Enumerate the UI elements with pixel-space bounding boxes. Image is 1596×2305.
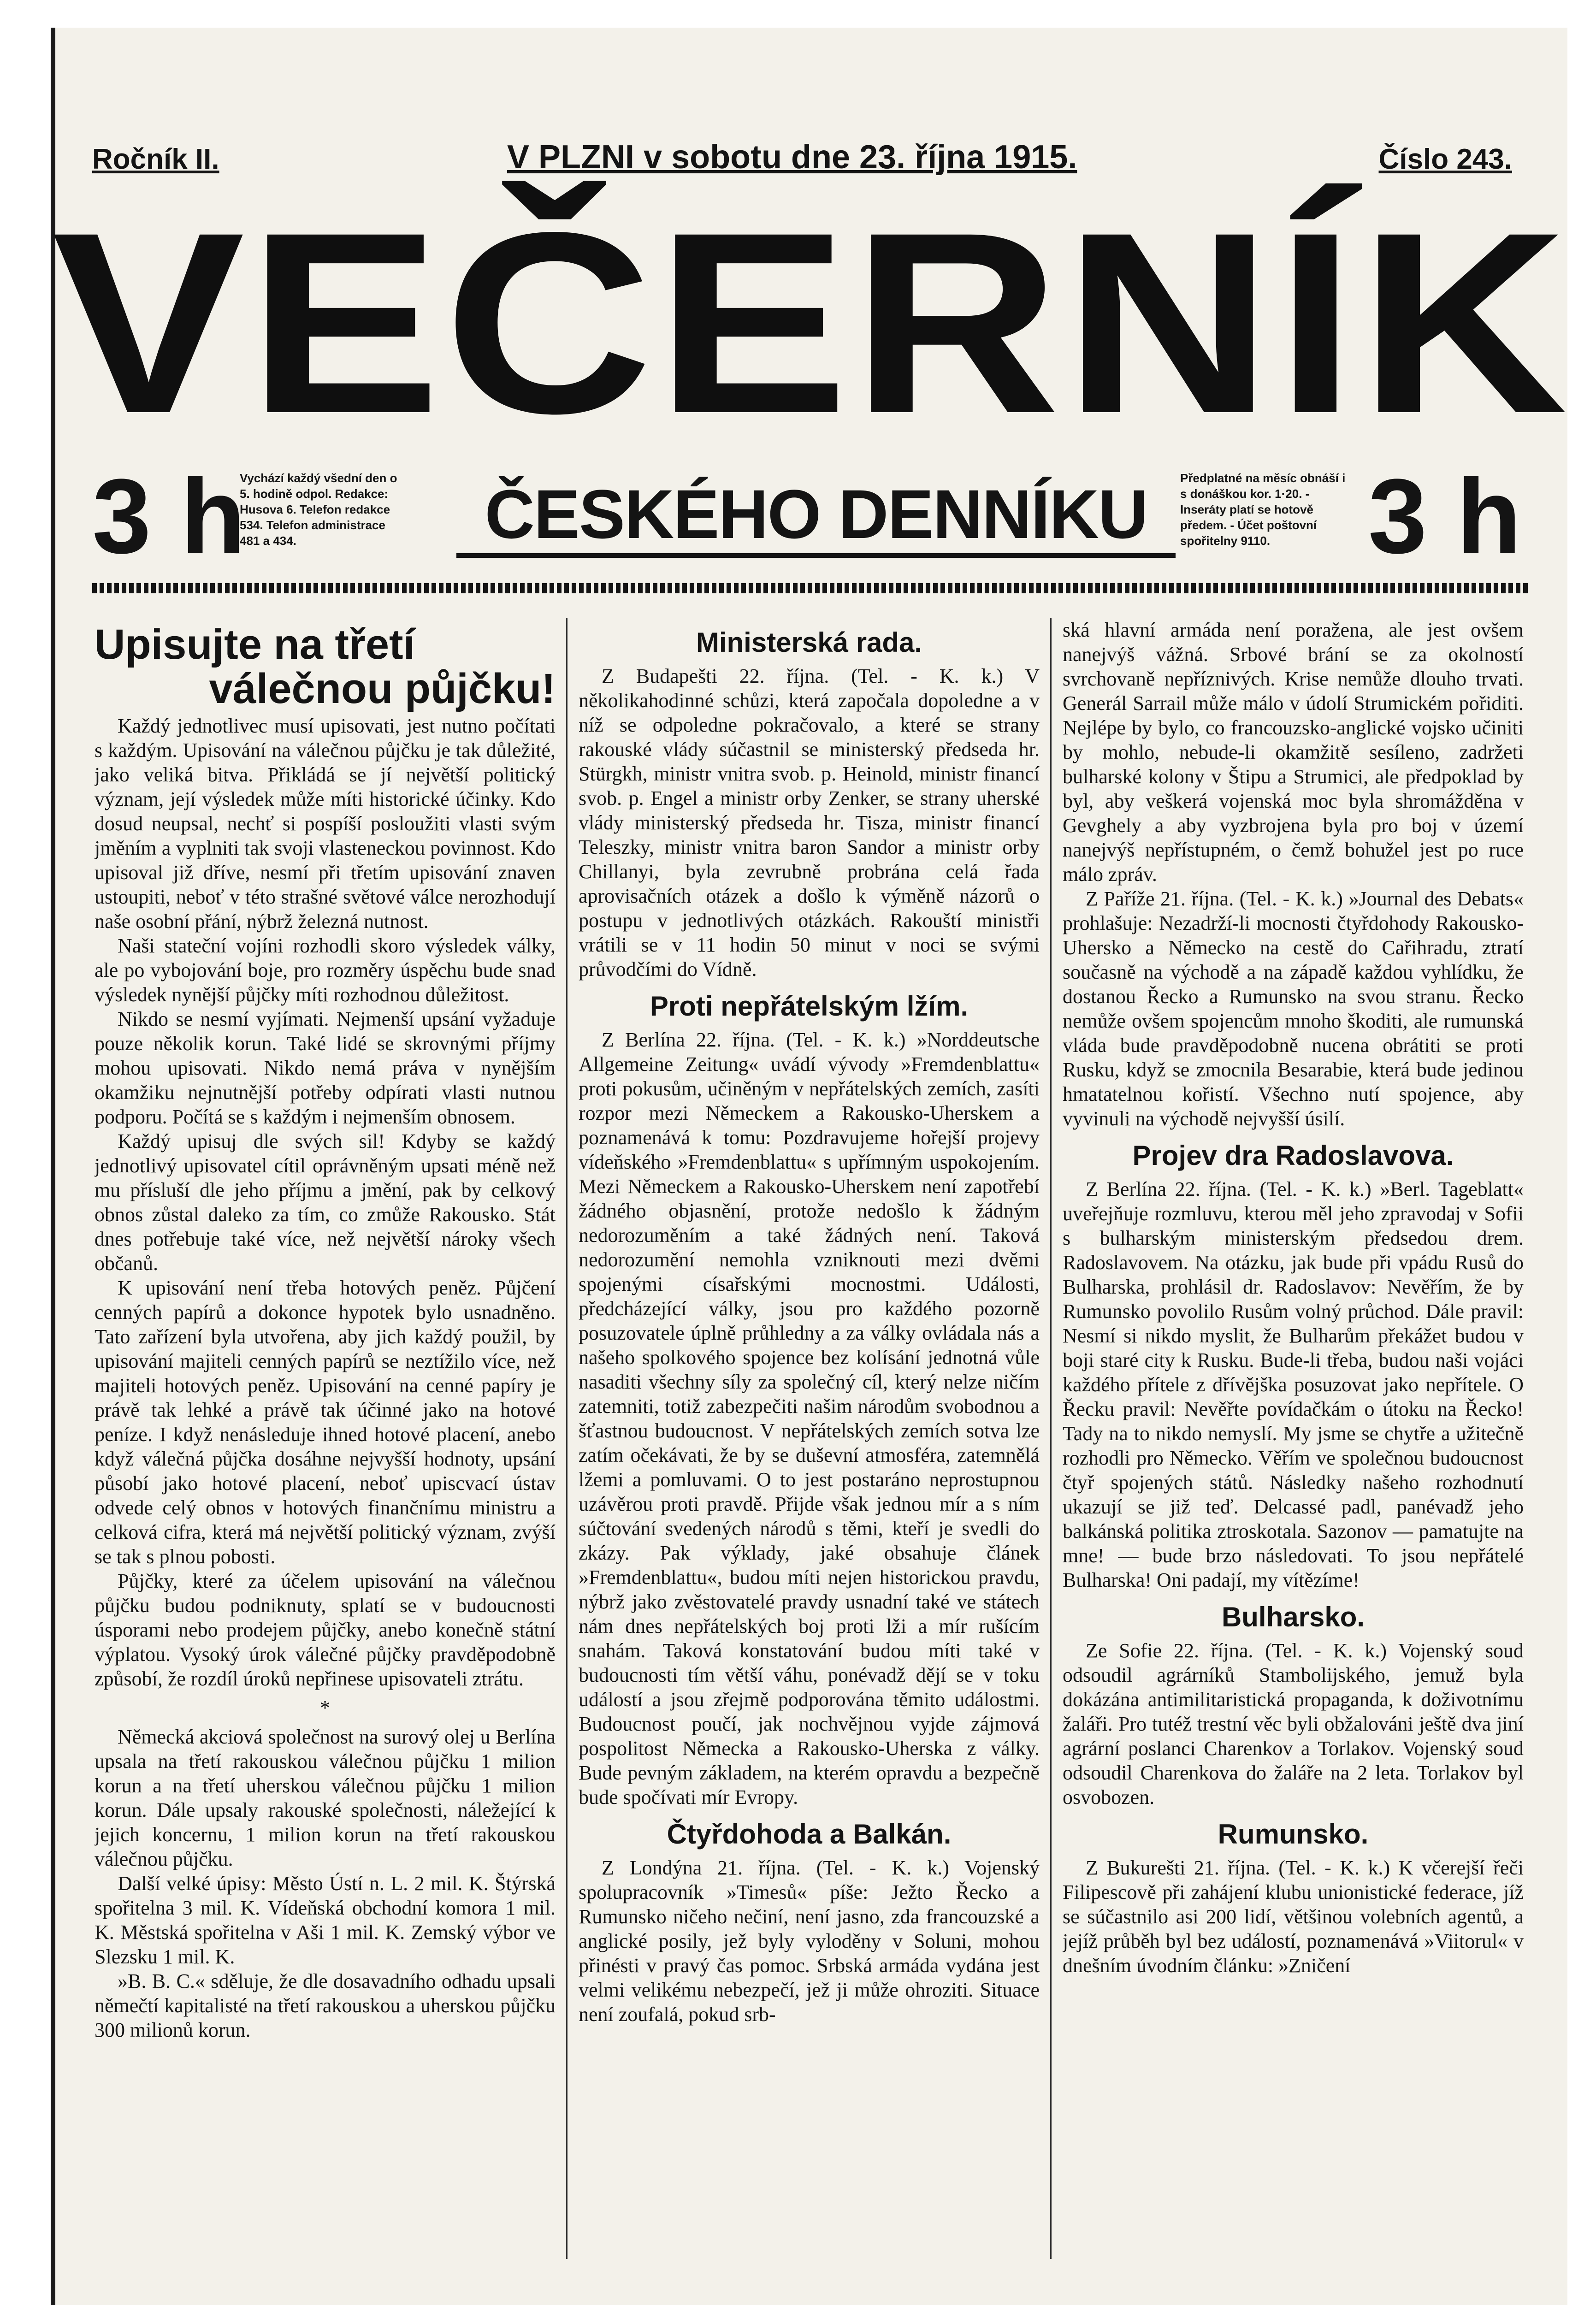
article-heading: Ministerská rada. xyxy=(696,627,922,658)
price-right: 3 h xyxy=(1368,457,1521,575)
column-3 xyxy=(1063,618,1524,2277)
column-divider xyxy=(566,618,567,2259)
issue-number: Číslo 243. xyxy=(1378,143,1512,175)
header-rule xyxy=(92,583,1531,593)
section-separator: * xyxy=(320,1696,330,1719)
article-paragraph: Půjčky, které za účelem upisování na válečnou půjčku budou podniknuty, splatí se v budoucnosti úsporami nebo prodejem půjčky, anebo konečně státní výplatou. Vysoký úrok válečné půjčky pravděpodobně způsobí, že rozdíl úroků nepřinese upisovateli ztrátu. xyxy=(95,1570,556,1690)
price-left: 3 h xyxy=(92,457,246,575)
masthead-title: VEČERNÍK xyxy=(52,178,1571,467)
newspaper-page xyxy=(51,28,1571,2305)
publication-info: Vychází každý všední den o 5. hodině odpol. Redakce: Husova 6. Telefon redakce 534. Telefon administrace 481 a 434. xyxy=(240,471,397,548)
article-paragraph: ská hlavní armáda není poražena, ale jest ovšem nanejvýš vážná. Srbové brání se za okolností svrchovaně nepříznivých. Krise nemůže dlouho trvati. Generál Sarrail může málo v údolí Strumickém pořiditi. Nejlépe by bylo, co francouzsko-anglické vojsko učiniti by mohlo, nebude-li okamžitě sesíleno, zadržeti bulharské kolony v Štipu a Strumici, ale předpoklad by byl, aby veškerá vojenská moc byla shromážděna v Gevghely a aby vyzbrojena byla pro boj v území nanejvýš nepřístupném, o čemž bohužel jest po ruce málo zpráv. xyxy=(1063,619,1524,886)
date-line: V PLZNI v sobotu dne 23. října 1915. xyxy=(507,139,1077,176)
article-paragraph: Z Paříže 21. října. (Tel. - K. k.) »Journal des Debats« prohlašuje: Nezadrží-li mocnosti čtyřdohody Rakousko-Uhersko a Německo na cestě do Cařihradu, ztratí současně na východě a na západě každou vyhlídku, že dostanou Řecko a Rumunsko na svou stranu. Řecko nemůže ovšem spojencům mnoho škoditi, ale rumunská vláda bude pravděpodobně nucena obrátiti se proti Rusku, když se zmocnila Besarabie, která bude jedinou hmatatelnou kořistí. Všechno nutí spojence, aby vyvinuli na východě nejvyšší úsilí. xyxy=(1063,887,1524,1130)
article-paragraph: Nikdo se nesmí vyjímati. Nejmenší upsání vyžaduje pouze několik korun. Také lidé se skrovnými příjmy mohou upisovati. Nikdo nemá práva v nynějším okamžiku nejnutnější potřeby odpírati vlasti nutnou podporu. Počítá se s každým i nejmenším obnosem. xyxy=(95,1008,556,1128)
column-2 xyxy=(579,618,1040,2277)
column-1 xyxy=(95,618,556,2277)
article-paragraph: »B. B. C.« sděluje, že dle dosavadního odhadu upsali němečtí kapitalisté na třetí rakouskou a uherskou půjčku 300 milionů korun. xyxy=(95,1970,556,2041)
headline-line-1: Upisujte na třetí xyxy=(95,621,415,668)
article-heading: Projev dra Radoslavova. xyxy=(1132,1140,1454,1171)
article-paragraph: Ze Sofie 22. října. (Tel. - K. k.) Vojenský soud odsoudil agrárníků Stambolijského, jemuž byla dokázána antimilitaristická propaganda, k doživotnímu žaláři. Pro tutéž trestní věc byli obžalováni ještě dva jiní agrární poslanci Charenkov a Torlakov. Vojenský soud odsoudil Charenkova do žaláře na 2 leta. Torlakov byl osvobozen. xyxy=(1063,1639,1524,1809)
subtitle-row xyxy=(92,456,1531,595)
column-divider xyxy=(1050,618,1052,2259)
masthead-subtitle: ČESKÉHO DENNÍKU xyxy=(456,475,1176,558)
article-paragraph: Z Budapešti 22. října. (Tel. - K. k.) V několikahodinné schůzi, která započala dopoledne a v níž se odpoledne pokračovalo, a které se strany rakouské vlády súčastnil se ministerský předseda hr. Stürgkh, ministr vnitra svob. p. Heinold, ministr financí svob. p. Engel a ministr orby Zenker, se strany uherské vlády ministerský předseda hr. Tisza, ministr financí Teleszky, ministr vnitra baron Sandor a ministr orby Chillanyi, byla zevrubně probrána celá řada aprovisačních otázek a došlo k výměně názorů o postupu v jednotlivých otázkách. Rakouští ministři vrátili se v 11 hodin 50 minut v noci se svými průvodčími do Vídně. xyxy=(579,665,1040,981)
article-paragraph: K upisování není třeba hotových peněz. Půjčení cenných papírů a dokonce hypotek bylo usnadněno. Tato zařízení byla utvořena, aby jich každý použil, by upisování majiteli cenných papírů se neztížilo více, než majiteli hotových peněz. Upisování na cenné papíry je právě tak lehké a právě tak účinné jako na hotové peníze. I když nenásleduje ihned hotové placení, anebo když válečná půjčka dosáhne nejvyšší hodnoty, upsání působí jako hotové placení, neboť upiscvací ústav odvede celý obnos v hotových finančnímu ministru a celková cifra, která má největší politický význam, zvýší se tak s plnou pobosti. xyxy=(95,1277,556,1568)
article-paragraph: Každý jednotlivec musí upisovati, jest nutno počítati s každým. Upisování na válečnou půjčku je tak důležité, jako veliká bitva. Přikládá se jí největší politický význam, její výsledek může míti historické účinky. Kdo dosud neupsal, nechť si pospíší posloužiti vlasti svým jměním a vyplniti tak svoji vlasteneckou povinnost. Kdo upisoval již dříve, nesmí při třetím upisování znaven ustoupiti, neboť v této strašné světové válce nerozhodují naše osobní přání, nýbrž železná nutnost. xyxy=(95,715,556,933)
subscription-info: Předplatné na měsíc obnáší i s donáškou kor. 1·20. - Inseráty platí se hotově předem. - Účet poštovní spořitelny 9110. xyxy=(1180,471,1346,548)
article-paragraph: Z Berlína 22. října. (Tel. - K. k.) »Norddeutsche Allgemeine Zeitung« uvádí vývody »Fremdenblattu« proti pokusům, učiněným v nepřátelských zemích, zasíti rozpor mezi Německem a Rakousko-Uherskem a poznamenává k tomu: Pozdravujeme hořejší projevy vídeňského »Fremdenblattu« s upřímným uspokojením. Mezi Německem a Rakousko-Uherskem není zapotřebí žádného objasnění, protože nedošlo k žádným nedorozuměním a také žádných není. Taková nedorozumění nemohla vzniknouti mezi dvěmi spojenými císařskými mocnostmi. Události, předcházející války, jsou pro každého pozorně posuzovatele úplně průhledny a za války ovládala nás a našeho spolkového spojence bez kolísání jednotná vůle nasaditi všechny síly za společný cíl, který nelze ničím zatemniti, totiž zabezpečiti našim národům svobodnou a šťastnou budoucnost. V nepřátelských zemích sotva lze zatím očekávati, že by se duševní atmosféra, zatemnělá lžemi a pomluvami. O to jest postaráno neprostupnou uzávěrou proti pravdě. Přijde však jednou mír a s ním súčtování svedených národů s těmi, kteří je svedli do zkázy. Pak výklady, jaké obsahuje článek »Fremdenblattu«, budou míti nejen historickou pravdu, nýbrž jako zvěstovatelé pravdy usnadní také ve státech nám dnes nepřátelských boj proti lži a mír rušícím snahám. Taková konstatování budou míti také v budoucnosti tím větší váhu, ponévadž dějí se v toku událostí a jsou zřejmě podporována těmito událostmi. Budoucnost poučí, jak nochvějnou vyjde zájmová pospolitost Německa a Rakousko-Uherska z války. Bude pevným základem, na kterém opravdu a bezpečně bude spočívati mír Evropy. xyxy=(579,1028,1040,1809)
article-heading: Rumunsko. xyxy=(1218,1819,1369,1850)
top-line xyxy=(92,124,1531,180)
headline-line-2: válečnou půjčku! xyxy=(209,665,556,712)
article-headline xyxy=(95,622,556,711)
article-paragraph: Z Berlína 22. října. (Tel. - K. k.) »Berl. Tageblatt« uveřejňuje rozmluvu, kterou měl jeho zpravodaj v Sofii s bulharským ministerským předsedou drem. Radoslavovem. Na otázku, jak bude při vpádu Rusů do Bulharska, prohlásil dr. Radoslavov: Nevěřím, že by Rumunsko povolilo Rusům volný průchod. Dále pravil: Nesmí si nikdo myslit, že Bulharům překážet budou v boji staré city k Rusku. Bude-li třeba, budou naši vojáci každého přítele z dřívějška posuzovat jako nepřítele. O Řecku pravil: Nevěřte povídačkám o útoku na Řecko! Tady na to nikdo nemyslí. My jsme se chytře a užitečně rozhodli pro Německo. Věřím ve společnou budoucnost čtyř spojených států. Následky našeho rozhodnutí ukazují se již teď. Delcassé padl, panévadž jeho balkánská politika ztroskotala. Sazonov — pamatujte na mne! — bude brzo následovati. To jsou nepřátelé Bulharska! Oni padají, my vítězíme! xyxy=(1063,1178,1524,1591)
article-heading: Čtyřdohoda a Balkán. xyxy=(667,1819,952,1850)
article-heading: Proti nepřátelským lžím. xyxy=(650,991,969,1022)
article-paragraph: Další velké úpisy: Město Ústí n. L. 2 mil. K. Štýrská spořitelna 3 mil. K. Vídeňská obchodní komora 1 mil. K. Městská spořitelna v Aši 1 mil. K. Zemský výbor ve Slezsku 1 mil. K. xyxy=(95,1872,556,1968)
article-heading: Bulharsko. xyxy=(1221,1602,1365,1632)
volume-label: Ročník II. xyxy=(92,143,219,175)
article-paragraph: Z Londýna 21. října. (Tel. - K. k.) Vojenský spolupracovník »Timesů« píše: Ježto Řecko a Rumunsko ničeho nečiní, není jasno, zda francouzské a anglické posily, jež byly vyloděny v Soluni, mohou přinésti v pravý čas pomoc. Srbská armáda vydána jest velmi velikému nebezpečí, jež ji může ohroziti. Situace není zoufalá, pokud srb- xyxy=(579,1856,1040,2026)
article-paragraph: Z Bukurešti 21. října. (Tel. - K. k.) K včerejší řeči Filipescově při zahájení klubu unionistické federace, jíž se súčastnilo asi 200 lidí, většinou volebních agentů, a jejíž průběh byl bez událostí, poznamenává »Viitorul« v dnešním úvodním článku: »Zničení xyxy=(1063,1856,1524,1977)
article-paragraph: Naši stateční vojíni rozhodli skoro výsledek války, ale po vybojování boje, pro rozměry úspěchu bude snad výsledek nynější půjčky míti rozhodnou důležitost. xyxy=(95,934,556,1006)
article-paragraph: Každý upisuj dle svých sil! Kdyby se každý jednotlivý upisovatel cítil oprávněným upsati méně než mu přísluší dle jeho příjmu a jmění, pak by celkový obnos zůstal daleko za tím, co zmůže Rakousko. Stát dnes potřebuje také více, než největší nároky všech občanů. xyxy=(95,1130,556,1275)
article-paragraph: Německá akciová společnost na surový olej u Berlína upsala na třetí rakouskou válečnou půjčku 1 milion korun a na třetí uherskou válečnou půjčku 1 milion korun. Dále upsaly rakouské společnosti, náležející k jejich koncernu, 1 milion korun na třetí rakouskou válečnou půjčku. xyxy=(95,1726,556,1870)
